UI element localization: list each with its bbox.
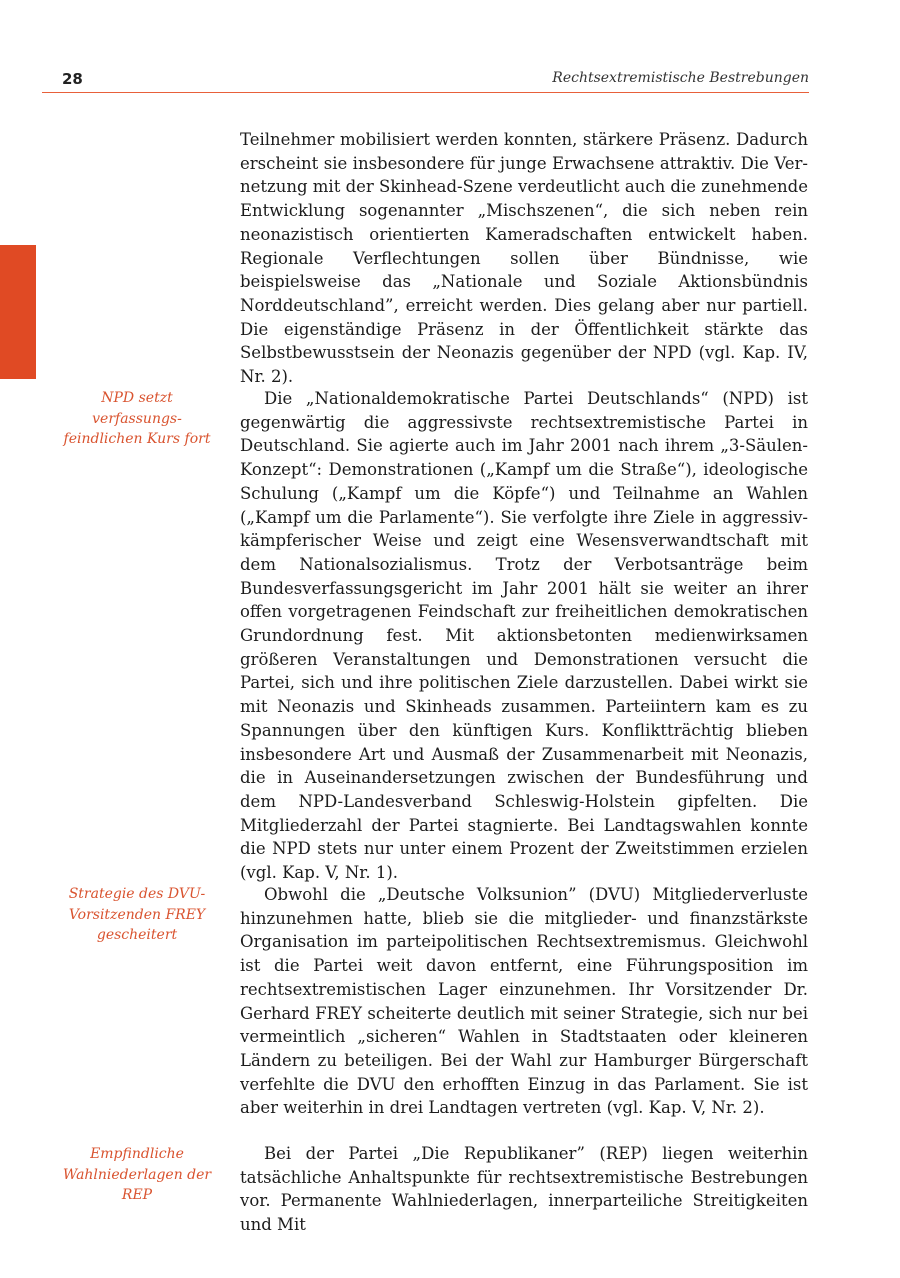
paragraph-dvu: Obwohl die „Deutsche Volksunion” (DVU) Mitgliederverluste hinzunehmen hatte, blieb sie die mitglieder- und finanzstärkste Organisation im parteipolitischen Rechtsextremismus. Gleichwohl ist die Partei weit davon entfernt, eine Führungsposition im rechtsextremistischen Lager einzunehmen. Ihr Vorsitzender Dr. Gerhard FREY scheiterte deutlich mit seiner Strategie, sich nur bei vermeintlich „sicheren“ Wahlen in Stadtstaaten oder kleineren Ländern zu beteiligen. Bei der Wahl zur Hamburger Bürgerschaft verfehlte die DVU den erhofften Einzug in das Parlament. Sie ist aber weiterhin in drei Landtagen vertreten (vgl. Kap. V, Nr. 2).: [240, 885, 808, 1118]
margin-note-rep: Empfindliche Wahlniederlagen der REP: [62, 1146, 212, 1203]
paragraph-rep: Bei der Partei „Die Republikaner” (REP) liegen weiterhin tatsächliche Anhaltspunkte für rechtsextremistische Bestrebungen vor. Permanente Wahlniederlagen, innerparteiliche Streitigkeiten und Mit: [240, 1144, 808, 1235]
chapter-tab-marker: [0, 245, 36, 379]
paragraph-neonazi-scene: Teilnehmer mobilisiert werden konnten, stärkere Präsenz. Dadurch erscheint sie insbesondere für junge Erwachsene attraktiv. Die Vernetzung mit der Skinhead-Szene verdeutlicht auch die zunehmende Entwicklung sogenannter „Mischszenen“, die sich neben rein neonazistisch orientierten Kameradschaften entwickelt haben. Regionale Verflechtungen sollen über Bündnisse, wie beispielsweise das „Nationale und Soziale Aktionsbündnis Norddeutschland”, erreicht werden. Dies gelang aber nur partiell. Die eigenständige Präsenz in der Öffentlichkeit stärkte das Selbstbewusstsein der Neonazis gegenüber der NPD (vgl. Kap. IV, Nr. 2).: [240, 130, 808, 387]
margin-note-npd: NPD setzt verfassungs- feindlichen Kurs fort: [63, 390, 211, 447]
page-number: 28: [62, 70, 83, 88]
running-title: Rechtsextremistische Bestrebungen: [552, 70, 809, 86]
margin-note-dvu: Strategie des DVU-Vorsitzenden FREY gescheitert: [68, 886, 206, 943]
page-header: [42, 66, 809, 93]
paragraph-npd: Die „Nationaldemokratische Partei Deutschlands“ (NPD) ist gegenwärtig die aggressivste rechtsextremistische Partei in Deutschland. Sie agierte auch im Jahr 2001 nach ihrem „3-Säulen-Konzept“: Demonstrationen („Kampf um die Straße“), ideologische Schulung („Kampf um die Köpfe“) und Teilnahme an Wahlen („Kampf um die Parlamente“). Sie verfolgte ihre Ziele in aggressiv-kämpferischer Weise und zeigt eine Wesensverwandtschaft mit dem Nationalsozialismus. Trotz der Verbotsanträge beim Bundesverfassungsgericht im Jahr 2001 hält sie weiter an ihrer offen vorgetragenen Feindschaft zur freiheitlichen demokratischen Grundordnung fest. Mit aktionsbetonten medienwirksamen größeren Veranstaltungen und Demonstrationen versucht die Partei, sich und ihre politischen Ziele darzustellen. Dabei wirkt sie mit Neonazis und Skinheads zusammen. Parteiintern kam es zu Spannungen über den künftigen Kurs. Konfliktträchtig blieben insbesondere Art und Ausmaß der Zusammenarbeit mit Neonazis, die in Auseinandersetzungen zwischen der Bundesführung und dem NPD-Landesverband Schleswig-Holstein gipfelten. Die Mitgliederzahl der Partei stagnierte. Bei Landtagswahlen konnte die NPD stets nur unter einem Prozent der Zweitstimmen erzielen (vgl. Kap. V, Nr. 1).: [240, 389, 808, 883]
